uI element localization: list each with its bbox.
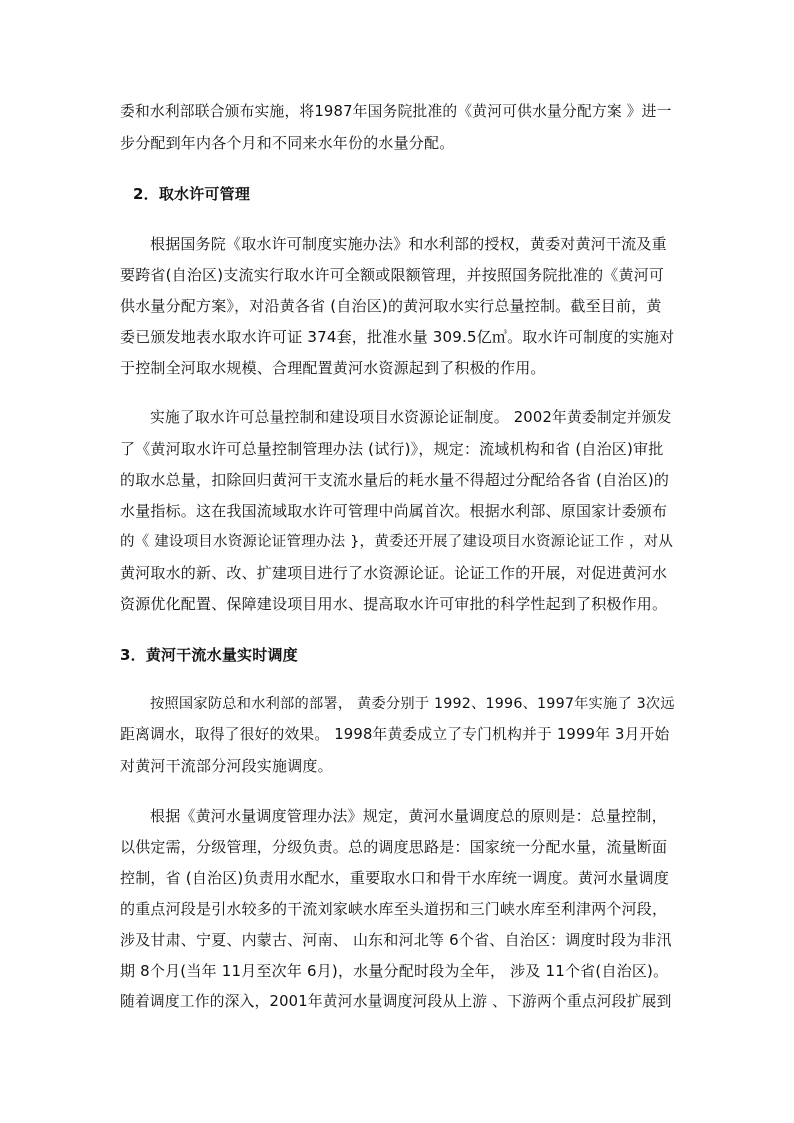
paragraph-2a-line-3: 供水量分配方案》，对沿黄各省 (自治区)的黄河取水实行总量控制。截至目前，黄 xyxy=(120,297,662,315)
paragraph-2a-line-1: 根据国务院《取水许可制度实施办法》和水利部的授权，黄委对黄河干流及重 xyxy=(150,235,667,253)
paragraph-3a-line-2: 距离调水，取得了很好的效果。 1998年黄委成立了专门机构并于 1999年 3月开始 xyxy=(120,726,670,743)
paragraph-3b-line-2: 以供定需，分级管理，分级负责。总的调度思路是：国家统一分配水量，流量断面 xyxy=(120,838,668,856)
paragraph-3b-line-4: 的重点河段是引水较多的干流刘家峡水库至头道拐和三门峡水库至利津两个河段， xyxy=(120,900,668,918)
paragraph-3b-line-1: 根据《黄河水量调度管理办法》规定，黄河水量调度总的原则是：总量控制， xyxy=(150,807,667,825)
paragraph-2b-line-1: 实施了取水许可总量控制和建设项目水资源论证制度。 2002年黄委制定并颁发 xyxy=(150,409,672,426)
paragraph-2b-line-5: 的《 建设项目水资源论证管理办法 }，黄委还开展了建设项目水资源论证工作 ，对从 xyxy=(120,534,674,550)
paragraph-2a-line-5: 于控制全河取水规模、合理配置黄河水资源起到了积极的作用。 xyxy=(120,359,546,377)
paragraph-intro-line-2: 步分配到年内各个月和不同来水年份的水量分配。 xyxy=(120,134,455,152)
paragraph-3b-line-5: 涉及甘肃、宁夏、内蒙古、河南、 山东和河北等 6个省、自治区：调度时段为非汛 xyxy=(120,931,672,949)
paragraph-intro-line-1: 委和水利部联合颁布实施，将1987年国务院批准的《黄河可供水量分配方案 》进一 xyxy=(120,103,672,120)
paragraph-2b-line-7: 资源优化配置、保障建设项目用水、提高取水许可审批的科学性起到了积极作用。 xyxy=(120,595,668,613)
paragraph-3b-line-3: 控制，省 (自治区)负责用水配水，重要取水口和骨干水库统一调度。黄河水量调度 xyxy=(120,869,670,887)
section-heading-2: 2．取水许可管理 xyxy=(133,185,251,203)
paragraph-3a-line-1: 按照国家防总和水利部的部署， 黄委分别于 1992、1996、1997年实施了 3次远 xyxy=(150,696,675,712)
paragraph-2b-line-6: 黄河取水的新、改、扩建项目进行了水资源论证。论证工作的开展，对促进黄河水 xyxy=(120,564,668,582)
paragraph-2b-line-3: 的取水总量，扣除回归黄河干支流水量后的耗水量不得超过分配给各省 (自治区)的 xyxy=(120,471,670,489)
paragraph-3b-line-6: 期 8个月(当年 11月至次年 6月)，水量分配时段为全年， 涉及 11个省(自治区)。 xyxy=(120,962,669,980)
paragraph-2a-line-2: 要跨省(自治区)支流实行取水许可全额或限额管理，并按照国务院批准的《黄河可 xyxy=(120,266,665,284)
paragraph-2b-line-2: 了《黄河取水许可总量控制管理办法 (试行)》，规定：流域机构和省 (自治区)审批 xyxy=(120,440,664,458)
section-heading-3: 3．黄河干流水量实时调度 xyxy=(120,646,298,664)
paragraph-3a-line-3: 对黄河干流部分河段实施调度。 xyxy=(120,757,333,775)
paragraph-2a-line-4: 委已颁发地表水取水许可证 374套，批准水量 309.5亿㎥。取水许可制度的实施对 xyxy=(120,328,675,346)
paragraph-3b-line-7: 随着调度工作的深入，2001年黄河水量调度河段从上游 、下游两个重点河段扩展到 xyxy=(120,993,672,1010)
paragraph-2b-line-4: 水量指标。这在我国流域取水许可管理中尚属首次。根据水利部、原国家计委颁布 xyxy=(120,502,668,520)
